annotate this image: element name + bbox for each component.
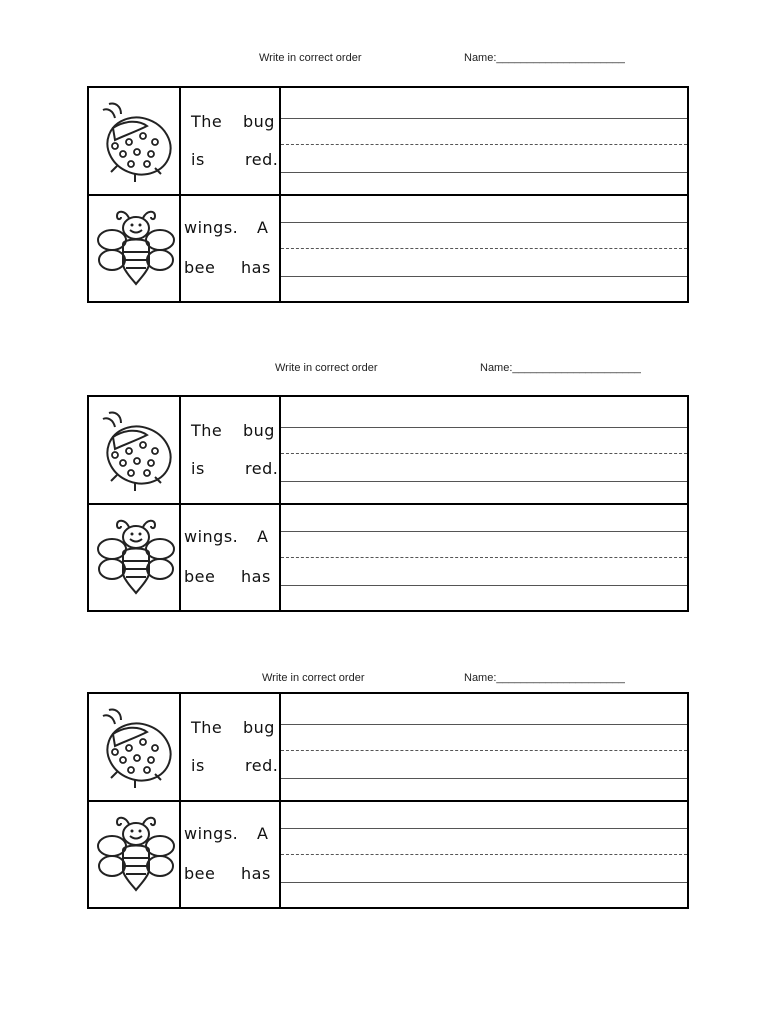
- bee-row: [89, 800, 687, 909]
- writing-lines[interactable]: [281, 802, 687, 909]
- worksheet-3-title: Write in correct order: [262, 672, 365, 684]
- word-card: is: [191, 459, 205, 478]
- sentence-words-cell: [181, 505, 281, 612]
- bee-cell: [89, 505, 181, 612]
- word-card: The: [191, 421, 223, 440]
- worksheet-2-name-field[interactable]: Name:_____________________: [480, 362, 641, 374]
- sentence-words-cell: [181, 397, 281, 503]
- word-card: A: [257, 218, 269, 237]
- word-card: bug: [243, 718, 275, 737]
- ladybug-row: [89, 694, 687, 800]
- word-card: bee: [184, 864, 216, 883]
- word-card: red.: [245, 756, 279, 775]
- sentence-words-cell: [181, 694, 281, 800]
- word-card: The: [191, 112, 223, 131]
- word-card: wings.: [184, 527, 239, 546]
- ladybug-cell: [89, 88, 181, 194]
- word-card: bee: [184, 567, 216, 586]
- worksheet-2-title: Write in correct order: [275, 362, 378, 374]
- ladybug-cell: [89, 694, 181, 800]
- writing-lines[interactable]: [281, 196, 687, 303]
- worksheet-3-name-field[interactable]: Name:_____________________: [464, 672, 625, 684]
- word-card: wings.: [184, 218, 239, 237]
- bee-row: [89, 503, 687, 612]
- worksheet-2-table: [87, 395, 689, 612]
- ladybug-icon: [95, 96, 175, 186]
- bee-icon: [95, 810, 175, 900]
- writing-lines[interactable]: [281, 88, 687, 194]
- ladybug-cell: [89, 397, 181, 503]
- worksheet-3-table: [87, 692, 689, 909]
- word-card: has: [241, 258, 271, 277]
- worksheet-1-name-field[interactable]: Name:_____________________: [464, 52, 625, 64]
- ladybug-icon: [95, 702, 175, 792]
- bee-cell: [89, 802, 181, 909]
- bee-cell: [89, 196, 181, 303]
- sentence-words-cell: [181, 196, 281, 303]
- word-card: A: [257, 824, 269, 843]
- word-card: has: [241, 567, 271, 586]
- word-card: is: [191, 150, 205, 169]
- word-card: red.: [245, 459, 279, 478]
- writing-lines[interactable]: [281, 397, 687, 503]
- bee-icon: [95, 513, 175, 603]
- writing-lines[interactable]: [281, 505, 687, 612]
- word-card: has: [241, 864, 271, 883]
- bee-row: [89, 194, 687, 303]
- ladybug-icon: [95, 405, 175, 495]
- word-card: red.: [245, 150, 279, 169]
- word-card: wings.: [184, 824, 239, 843]
- word-card: is: [191, 756, 205, 775]
- ladybug-row: [89, 88, 687, 194]
- word-card: bee: [184, 258, 216, 277]
- bee-icon: [95, 204, 175, 294]
- sentence-words-cell: [181, 802, 281, 909]
- word-card: A: [257, 527, 269, 546]
- worksheet-1-title: Write in correct order: [259, 52, 362, 64]
- sentence-words-cell: [181, 88, 281, 194]
- writing-lines[interactable]: [281, 694, 687, 800]
- word-card: bug: [243, 112, 275, 131]
- worksheet-1-table: [87, 86, 689, 303]
- ladybug-row: [89, 397, 687, 503]
- word-card: bug: [243, 421, 275, 440]
- word-card: The: [191, 718, 223, 737]
